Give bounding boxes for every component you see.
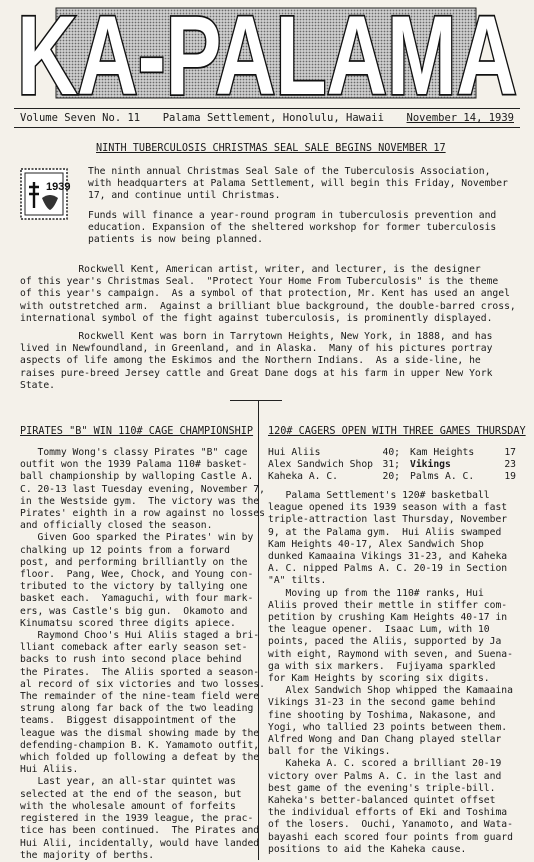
cagers-story-body: Palama Settlement's 120# basketball league opened its 1939 season with a fast triple-attraction last Thursday, November 9, at the Palama gym. Hui Aliis swamped Kam Heights 40-17, Alex Sandwich Shop dunked Kamaaina Vikings 31-23, and Kaheka A. C. nipped Palms A. C. 20-19 in Section "A" tilts. Moving up from the 110# ranks, Hui Aliis proved their mettle in stiffer com- petition by crushing Kam Heights 40-17 in the league opener. Isaac Lum, with 10 points, paced the Aliis, supported by Ja with eight, Raymond with seven, and Suena- ga with six markers. Fujiyama sparkled for Kam Heights by scoring six digits. Alex Sandwich Shop whipped the Kamaaina Vikings 31-23 in the second game behind fine shooting by Toshima, Nakasone, and Yogi, who tallied 23 points between them. Alfred Wong and Dan Chang played stellar ball for the Vikings. Kaheka A. C. scored a brilliant 20-19 victory over Palms A. C. in the last and best game of the evening's triple-bill. Kaheka's better-balanced quintet offset the individual efforts of Eki and Toshima of the losers. Ouchi, Yanamoto, and Wata- bayashi each scored four points from guard positions to aid the Kaheka cause. [268,490,513,855]
issue-date: November 14, 1939 [406,112,514,124]
score-row [268,459,516,471]
christmas-seal-stamp-icon [20,168,71,220]
cagers-headline: 120# CAGERS OPEN WITH THREE GAMES THURSDAY [268,426,526,437]
score-row [268,471,516,483]
masthead-title: KA-PALAMA [17,0,517,118]
team1-score: 40; [382,447,400,458]
seal-paragraph-3: Rockwell Kent, American artist, writer, and lecturer, is the designer of this year's Christmas Seal. "Protect Your Home From Tuberculosis" is the theme of this year's campaign. As a symbol of that protection, Mr. Kent has used an angel with outstretched arm. Against a brilliant blue background, the double-barred cross, international symbol of the fight against tuberculosis, is prominently displayed. [20,264,516,324]
team2-score: 17 [504,447,516,458]
seal-paragraph-2: Funds will finance a year-round program in tuberculosis prevention and education. Expansion of the sheltered workshop for former tuberculosis patients is now being planned. [88,210,497,246]
stamp-year: 1939 [46,181,71,193]
team1-score: 31; [382,459,400,471]
scores-table [268,447,516,484]
team2-score: 19 [504,471,516,483]
section-divider-short [230,400,282,401]
team2-name: Vikings [410,459,451,471]
score-row [268,447,516,459]
team2-name: Kam Heights [410,447,475,458]
seal-paragraph-1: The ninth annual Christmas Seal Sale of the Tuberculosis Association, with headquarters at Palama Settlement, will begin this Friday, November 17, and continue until Christmas. [88,166,508,202]
seal-headline: NINTH TUBERCULOSIS CHRISTMAS SEAL SALE BEGINS NOVEMBER 17 [96,143,446,154]
team1-name: Alex Sandwich Shop [268,459,373,471]
seal-paragraph-4: Rockwell Kent was born in Tarrytown Heights, New York, in 1888, and has lived in Newfoundland, in Greenland, and in Alaska. Many of his pictures portray aspects of life among the Eskimos and the Northern Indians. As a side-line, he raises pure-breed Jersey cattle and Great Dane dogs at his farm in upper New York State. [20,331,493,391]
volume-number: Volume Seven No. 11 [20,112,141,124]
team2-score: 23 [504,459,516,471]
team1-score: 20; [382,471,400,483]
folio-line [14,108,520,128]
team1-name: Hui Aliis [268,447,321,458]
team2-name: Palms A. C. [410,471,475,483]
pirates-story-body: Tommy Wong's classy Pirates "B" cage outfit won the 1939 Palama 110# basket- ball championship by walloping Castle A. C. 20-13 last Tuesday evening, November 7, in the Westside gym. The victory was the Pirates' eighth in a row against no losses and officially closed the season. Given Goo sparked the Pirates' win by chalking up 12 points from a forward post, and performing brilliantly on the floor. Pang, Wee, Chock, and Young con- tributed to the victory by tallying one basket each. Yamaguchi, with four mark- ers, was Castle's big gun. Okamoto and Kinumatsu scored three digits apiece. Raymond Choo's Hui Aliis staged a bri- lliant comeback after early season set- backs to rush into second place behind the Pirates. The Aliis sported a season- al record of six victories and two losses. The remainder of the nine-team field were strung along far back of the two leading teams. Biggest disappointment of the league was the dismal showing made by the defending-champion B. K. Yamamoto outfit, which folded up following a defeat by the Hui Aliis. Last year, an all-star quintet was selected at the end of the season, but with the wholesale amount of forfeits registered in the 1939 league, the prac- tice has been continued. The Pirates and Hui Alii, incidentally, would have landed the majority of berths. [20,447,265,861]
team1-name: Kaheka A. C. [268,471,338,483]
pirates-headline: PIRATES "B" WIN 110# CAGE CHAMPIONSHIP [20,426,254,437]
publisher-location: Palama Settlement, Honolulu, Hawaii [162,112,384,124]
